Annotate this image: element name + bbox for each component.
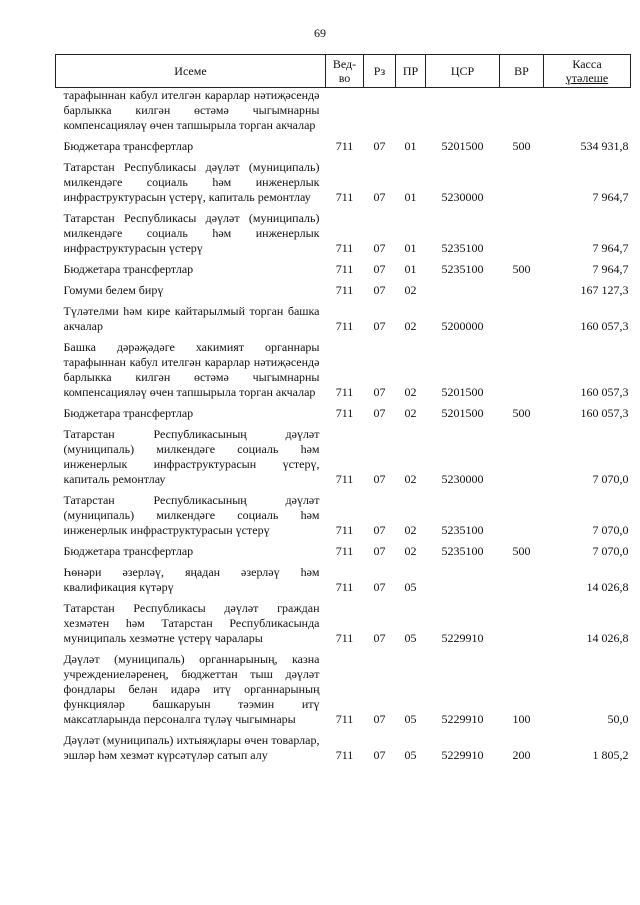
table-row [56, 283, 631, 298]
row-name: Татарстан Республикасының дәүләт (муниципаль) милкендәге социаль һәм инженерлык инфраструктурасын үстерү, капиталь ремонтлау [63, 427, 320, 486]
table-row [56, 406, 631, 421]
row-name: тарафыннан кабул ителгән карарлар нәтиҗәсендә барлыкка килгән өстәмә чыгымнарны компенсацияләү өчен тапшырыла торган акчалар [63, 88, 320, 132]
row-rz: 07 [373, 472, 386, 486]
row-csr: 5200000 [441, 319, 484, 333]
row-vr [500, 565, 544, 595]
row-csr: 5201500 [441, 139, 484, 153]
row-rz: 07 [373, 580, 386, 594]
row-vr [500, 340, 544, 400]
row-vr: 500 [512, 262, 531, 276]
row-pr: 05 [404, 712, 417, 726]
row-ved: 711 [335, 262, 354, 276]
table-row [56, 160, 631, 205]
row-rz: 07 [373, 262, 386, 276]
row-rz: 07 [373, 631, 386, 645]
row-rz [364, 88, 396, 134]
row-name: Бюджетара трансфертлар [63, 139, 194, 153]
table-row [56, 304, 631, 334]
header-kassa-line2: үтәлеше [565, 71, 609, 85]
header-ved: Вед-во [326, 55, 364, 88]
row-pr: 02 [404, 319, 417, 333]
row-pr: 01 [404, 241, 417, 255]
row-vr [500, 304, 544, 334]
table-row [56, 565, 631, 595]
row-amount: 14 026,8 [586, 580, 629, 594]
table-row [56, 427, 631, 487]
row-rz: 07 [373, 385, 386, 399]
row-amount: 160 057,3 [580, 385, 629, 399]
row-amount [544, 88, 631, 134]
table-row [56, 733, 631, 763]
row-name: Һөнәри әзерләү, яңадан әзерләү һәм квалификация күтәрү [63, 565, 320, 594]
row-ved: 711 [335, 544, 354, 558]
row-amount: 7 070,0 [592, 523, 629, 537]
row-name: Татарстан Республикасы дәүләт (муниципаль) милкендәге социаль һәм инженерлык инфраструктурасын үстерү, капиталь ремонтлау [63, 160, 320, 204]
row-vr: 500 [512, 544, 531, 558]
table-row [56, 262, 631, 277]
row-ved: 711 [335, 190, 354, 204]
row-name: Гомуми белем бирү [63, 283, 164, 297]
table-row [56, 544, 631, 559]
row-rz: 07 [373, 241, 386, 255]
header-kassa [544, 55, 631, 88]
row-csr: 5201500 [441, 385, 484, 399]
header-rz: Рз [364, 55, 396, 88]
row-rz: 07 [373, 190, 386, 204]
row-vr [500, 283, 544, 298]
row-csr: 5230000 [441, 472, 484, 486]
row-pr: 05 [404, 631, 417, 645]
budget-table [55, 54, 631, 763]
table-row [56, 493, 631, 538]
row-name: Башка дәрәҗәдәге хакимият органнары тарафыннан кабул ителгән карарлар нәтиҗәсендә барлыкка килгән өстәмә чыгымнарны компенсацияләү өчен тапшырыла торган акчалар [63, 340, 320, 399]
row-pr: 02 [404, 406, 417, 420]
row-csr: 5229910 [441, 631, 484, 645]
row-csr: 5229910 [441, 712, 484, 726]
row-pr: 01 [404, 262, 417, 276]
row-pr: 02 [404, 544, 417, 558]
row-amount: 7 070,0 [592, 472, 629, 486]
table-row [56, 601, 631, 646]
table-header-row [56, 55, 631, 88]
row-rz: 07 [373, 319, 386, 333]
row-ved: 711 [335, 748, 354, 762]
row-ved: 711 [335, 523, 354, 537]
row-rz: 07 [373, 748, 386, 762]
row-ved: 711 [335, 319, 354, 333]
row-pr: 05 [404, 580, 417, 594]
row-rz: 07 [373, 712, 386, 726]
row-vr [500, 160, 544, 205]
row-ved: 711 [335, 283, 354, 297]
row-name: Түләтелми һәм кире кайтарылмый торган башка акчалар [63, 304, 320, 333]
row-vr: 200 [512, 748, 531, 762]
row-pr: 05 [404, 748, 417, 762]
row-vr [500, 88, 544, 134]
row-rz: 07 [373, 406, 386, 420]
row-vr [500, 601, 544, 646]
row-ved: 711 [335, 385, 354, 399]
row-csr [426, 88, 500, 134]
row-pr: 02 [404, 385, 417, 399]
row-csr: 5235100 [441, 262, 484, 276]
row-rz: 07 [373, 139, 386, 153]
row-amount: 7 964,7 [592, 241, 629, 255]
row-csr: 5235100 [441, 523, 484, 537]
row-ved: 711 [335, 406, 354, 420]
row-name: Татарстан Республикасы дәүләт (муниципаль) милкендәге социаль һәм инженерлык инфраструктурасын үстерү [63, 211, 320, 255]
row-amount: 160 057,3 [580, 406, 629, 420]
header-csr: ЦСР [426, 55, 500, 88]
row-csr: 5201500 [441, 406, 484, 420]
row-csr [426, 283, 500, 298]
row-rz: 07 [373, 544, 386, 558]
header-vr: ВР [500, 55, 544, 88]
row-name: Бюджетара трансфертлар [63, 406, 194, 420]
row-amount: 7 964,7 [592, 190, 629, 204]
row-amount: 7 964,7 [592, 262, 629, 276]
row-amount: 7 070,0 [592, 544, 629, 558]
row-ved: 711 [335, 139, 354, 153]
row-name: Дәүләт (муниципаль) органнарының, казна учреждениеләренең, бюджеттан тыш дәүләт фондлары белән идарә итү органнарының функцияләр башкаруын тәэмин итү максатларында персоналга түләү чыгымнары [63, 652, 320, 726]
row-pr: 01 [404, 190, 417, 204]
row-ved: 711 [335, 241, 354, 255]
row-ved: 711 [335, 712, 354, 726]
row-vr: 100 [512, 712, 531, 726]
row-rz: 07 [373, 283, 386, 297]
row-pr: 02 [404, 283, 417, 297]
row-csr [426, 565, 500, 595]
row-amount: 14 026,8 [586, 631, 629, 645]
table-row [56, 88, 631, 134]
row-name: Дәүләт (муниципаль) ихтыяҗлары өчен товарлар, эшләр һәм хезмәт күрсәтүләр сатып алу [63, 733, 320, 762]
row-amount: 160 057,3 [580, 319, 629, 333]
row-amount: 50,0 [607, 712, 629, 726]
row-name: Татарстан Республикасы дәүләт граждан хезмәтен һәм Татарстан Республикасында муниципаль хезмәтне үстерү чаралары [63, 601, 320, 645]
row-csr: 5235100 [441, 241, 484, 255]
row-name: Бюджетара трансфертлар [63, 262, 194, 276]
row-csr: 5229910 [441, 748, 484, 762]
row-pr: 02 [404, 523, 417, 537]
row-ved: 711 [335, 580, 354, 594]
header-name: Исеме [56, 55, 326, 88]
row-vr: 500 [512, 406, 531, 420]
row-vr [500, 427, 544, 487]
table-body [56, 88, 631, 764]
table-row [56, 211, 631, 256]
row-amount: 1 805,2 [592, 748, 629, 762]
table-row [56, 139, 631, 154]
row-pr [396, 88, 426, 134]
row-rz: 07 [373, 523, 386, 537]
row-amount: 167 127,3 [580, 283, 629, 297]
row-csr: 5235100 [441, 544, 484, 558]
row-vr [500, 211, 544, 256]
row-pr: 01 [404, 139, 417, 153]
row-ved: 711 [335, 631, 354, 645]
row-vr: 500 [512, 139, 531, 153]
row-name: Татарстан Республикасының дәүләт (муниципаль) милкендәге социаль һәм инженерлык инфраструктурасын үстерү [63, 493, 320, 537]
row-vr [500, 493, 544, 538]
page-number: 69 [314, 26, 326, 40]
header-kassa-line1: Касса [572, 57, 602, 71]
row-ved [326, 88, 364, 134]
table-row [56, 652, 631, 727]
table-row [56, 340, 631, 400]
row-name: Бюджетара трансфертлар [63, 544, 194, 558]
row-pr: 02 [404, 472, 417, 486]
header-pr: ПР [396, 55, 426, 88]
row-amount: 534 931,8 [580, 139, 629, 153]
row-csr: 5230000 [441, 190, 484, 204]
row-ved: 711 [335, 472, 354, 486]
